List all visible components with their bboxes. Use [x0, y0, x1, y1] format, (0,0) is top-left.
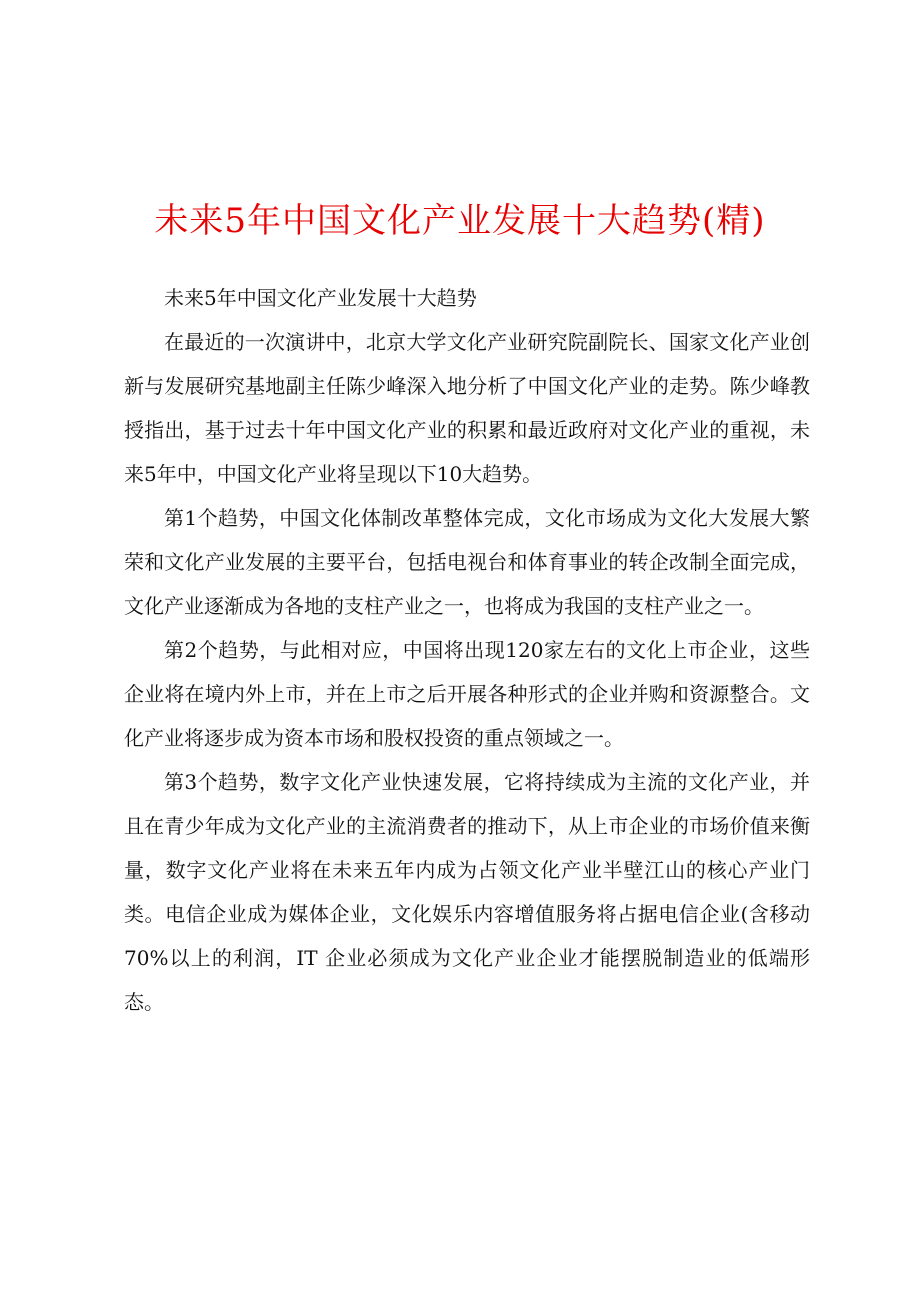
paragraph-intro: 在最近的一次演讲中，北京大学文化产业研究院副院长、国家文化产业创新与发展研究基地副主任陈少峰深入地分析了中国文化产业的走势。陈少峰教授指出，基于过去十年中国文化产业的积累和最近政府对文化产业的重视，未来5年中，中国文化产业将呈现以下10大趋势。 [124, 330, 810, 486]
paragraph-trend-1: 第1个趋势，中国文化体制改革整体完成，文化市场成为文化大发展大繁荣和文化产业发展的主要平台，包括电视台和体育事业的转企改制全面完成，文化产业逐渐成为各地的支柱产业之一，也将成为我国的支柱产业之一。 [124, 506, 810, 618]
paragraph-trend-3: 第3个趋势，数字文化产业快速发展，它将持续成为主流的文化产业，并且在青少年成为文化产业的主流消费者的推动下，从上市企业的市场价值来衡量，数字文化产业将在未来五年内成为占领文化产业半壁江山的核心产业门类。电信企业成为媒体企业，文化娱乐内容增值服务将占据电信企业(含移动70%以上的利润，IT 企业必须成为文化产业企业才能摆脱制造业的低端形态。 [124, 770, 810, 1014]
paragraph-trend-2: 第2个趋势，与此相对应，中国将出现120家左右的文化上市企业，这些企业将在境内外上市，并在上市之后开展各种形式的企业并购和资源整合。文化产业将逐步成为资本市场和股权投资的重点领域之一。 [124, 638, 810, 750]
document-title: 未来5年中国文化产业发展十大趋势(精) [154, 201, 766, 241]
document-body [124, 276, 810, 1024]
paragraph-subtitle: 未来5年中国文化产业发展十大趋势 [164, 286, 477, 310]
